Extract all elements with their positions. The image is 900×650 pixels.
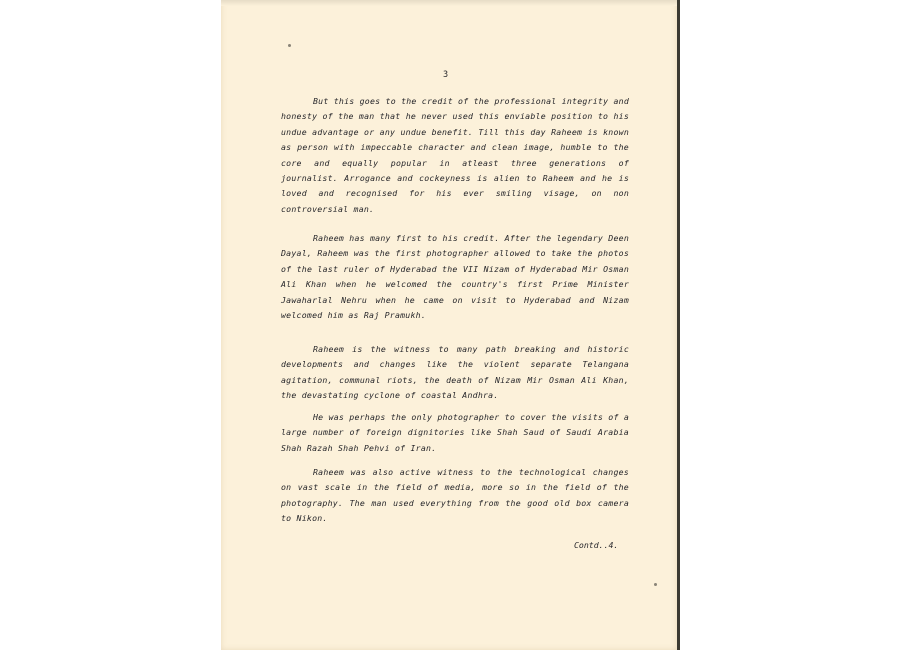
paper-speck <box>288 44 291 47</box>
paragraph-3: Raheem is the witness to many path breaking and historic developments and changes like the violent separate Telangana agitation, communal riots, the death of Nizam Mir Osman Ali Khan, the devastating cyclone of coastal Andhra. <box>281 344 629 401</box>
page-right-edge <box>677 0 680 650</box>
paragraph-2: Raheem has many first to his credit. After the legendary Deen Dayal, Raheem was the first photographer allowed to take the photos of the last ruler of Hyderabad the VII Nizam of Hyderabad Mir Osman Ali Khan when he welcomed the country's first Prime Minister Jawaharlal Nehru when he came on visit to Hyderabad and Nizam welcomed him as Raj Pramukh. <box>281 233 629 321</box>
paper-speck <box>654 583 657 586</box>
page-number: 3 <box>443 70 449 80</box>
continuation-note: Contd..4. <box>574 540 619 550</box>
paragraph-1: But this goes to the credit of the professional integrity and honesty of the man that he never used this enviable position to his undue advantage or any undue benefit. Till this day Raheem is known as person with impeccable character and clean image, humble to the core and equally popular in atleast three generations of journalist. Arrogance and cockeyness is alien to Raheem and he is loved and recognised for his ever smiling visage, on non controversial man. <box>281 96 629 214</box>
page-top-edge <box>221 0 677 6</box>
paragraph-5: Raheem was also active witness to the technological changes on vast scale in the field of media, more so in the field of the photography. The man used everything from the good old box camera to Nikon. <box>281 467 629 524</box>
paragraph-4: He was perhaps the only photographer to cover the visits of a large number of foreign dignitories like Shah Saud of Saudi Arabia Shah Razah Shah Pehvi of Iran. <box>281 412 629 453</box>
